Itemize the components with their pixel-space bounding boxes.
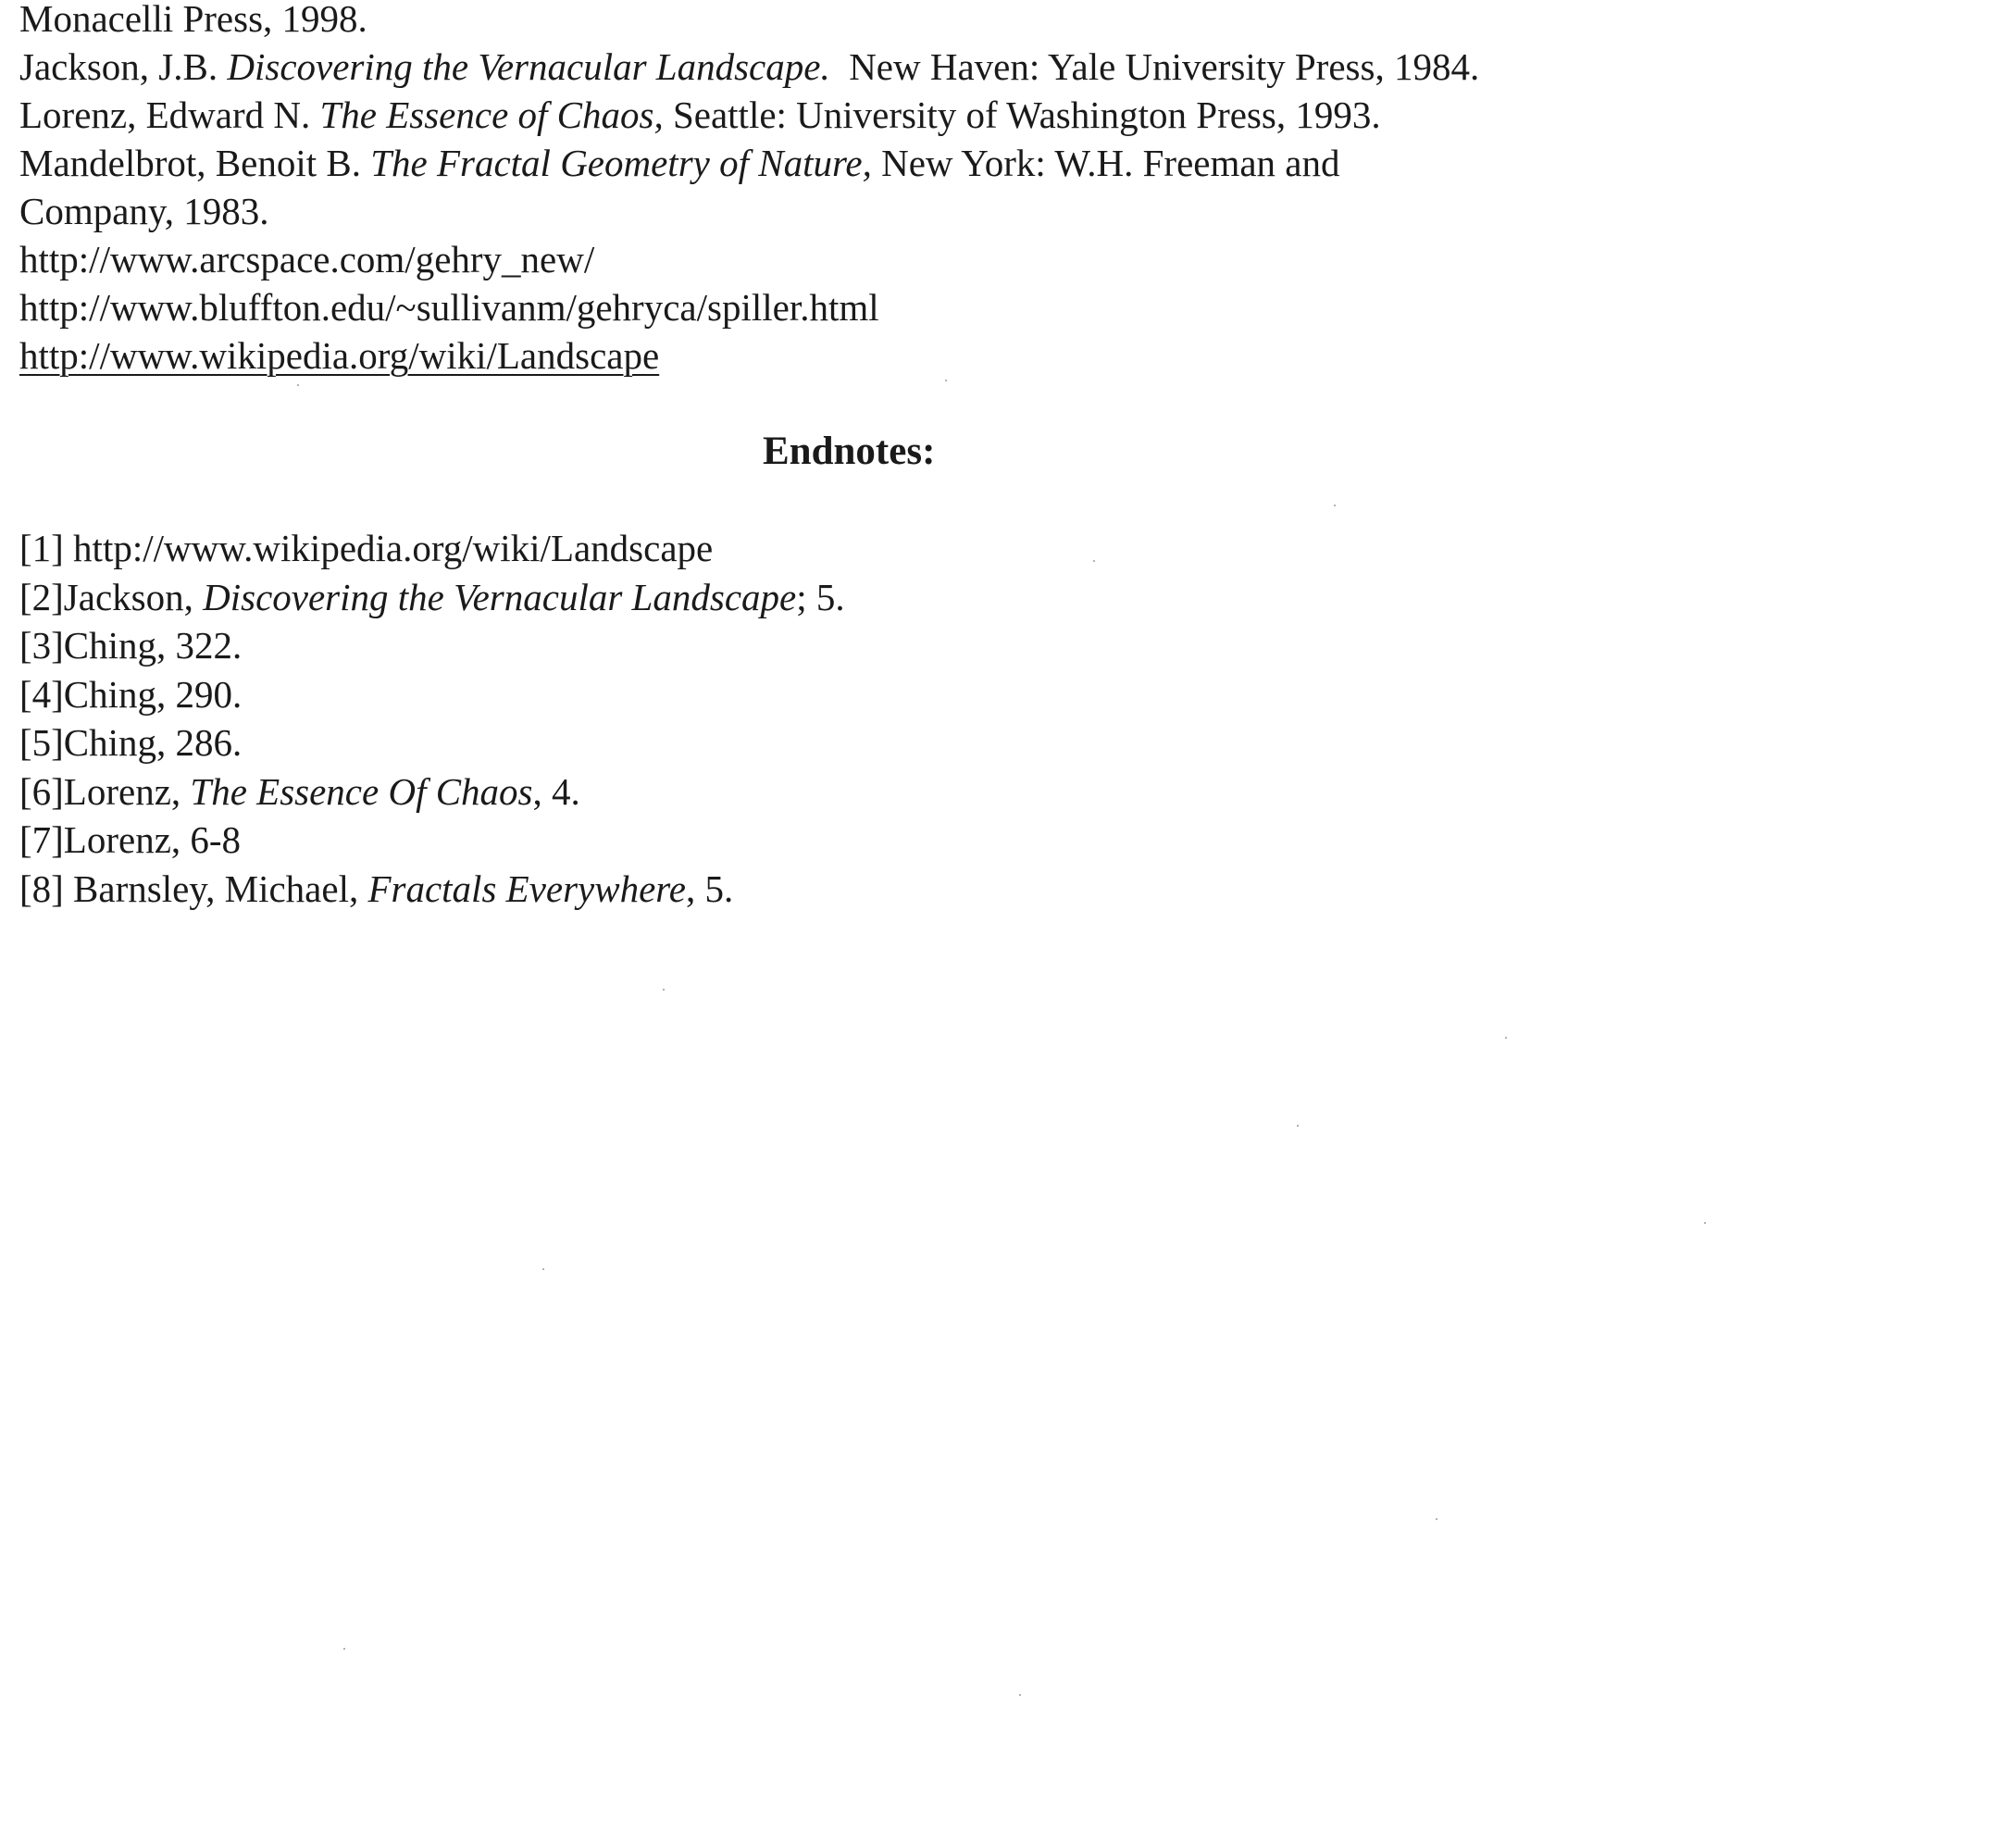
endnote-item: [19, 670, 242, 718]
endnote-item: [19, 718, 242, 767]
entry-title: The Fractal Geometry of Nature,: [370, 142, 872, 184]
bibliography-url-bluffton: [19, 283, 879, 331]
scan-speck: [343, 1648, 345, 1650]
entry-title: The Essence of Chaos,: [319, 94, 664, 136]
bibliography-entry-monacelli-continued: [19, 0, 367, 43]
entry-publisher: Seattle: University of Washington Press, 1993.: [672, 94, 1381, 136]
bibliography-entry-mandelbrot-continued: [19, 187, 269, 235]
bibliography-entry-jackson: [19, 43, 1479, 91]
scan-speck: [1505, 1037, 1507, 1039]
entry-text: Company, 1983.: [19, 190, 269, 232]
endnote-item: [19, 816, 241, 864]
endnote-text: [5]Ching, 286.: [19, 721, 243, 764]
endnote-text: [2]Jackson,: [19, 575, 204, 618]
endnote-title: Discovering the Vernacular Landscape: [203, 575, 797, 618]
url-link: http://www.wikipedia.org/wiki/Landscape: [19, 334, 660, 377]
bibliography-url-arcspace: [19, 235, 594, 283]
bibliography-entry-mandelbrot: [19, 139, 1340, 187]
endnote-text: [3]Ching, 322.: [19, 624, 243, 667]
url-text: http://www.arcspace.com/gehry_new/: [19, 238, 595, 281]
entry-title: Discovering the Vernacular Landscape.: [227, 45, 830, 88]
entry-author: Mandelbrot, Benoit B.: [19, 142, 361, 184]
scan-speck: [945, 380, 947, 381]
document-page: [19, 0, 1982, 1833]
endnote-text: [6]Lorenz,: [19, 769, 191, 813]
scan-speck: [1436, 1518, 1437, 1520]
scan-speck: [1297, 1125, 1299, 1127]
scan-speck: [1704, 1222, 1706, 1224]
scan-speck: [1093, 560, 1095, 562]
endnote-item: [19, 767, 580, 816]
endnote-item: [19, 573, 845, 621]
entry-author: Lorenz, Edward N.: [19, 94, 311, 136]
entry-text: Monacelli Press, 1998.: [19, 0, 367, 40]
entry-publisher: New Haven: Yale University Press, 1984.: [849, 45, 1480, 88]
entry-author: Jackson, J.B.: [19, 45, 218, 88]
endnote-text: [4]Ching, 290.: [19, 672, 243, 716]
endnote-suffix: ; 5.: [796, 575, 845, 618]
endnote-text: [8] Barnsley, Michael,: [19, 867, 368, 910]
endnote-suffix: , 4.: [532, 769, 580, 813]
bibliography-url-wikipedia: [19, 331, 659, 380]
endnotes-heading: Endnotes:: [763, 430, 936, 473]
scan-speck: [1334, 505, 1336, 506]
endnote-item: [19, 865, 733, 913]
entry-publisher: New York: W.H. Freeman and: [881, 142, 1340, 184]
endnote-suffix: , 5.: [685, 867, 734, 910]
bibliography-entry-lorenz: [19, 91, 1381, 139]
url-text: http://www.bluffton.edu/~sullivanm/gehryca/spiller.html: [19, 286, 879, 329]
endnote-item: [19, 621, 242, 669]
scan-speck: [663, 989, 665, 991]
endnote-title: The Essence Of Chaos: [190, 769, 533, 813]
endnote-title: Fractals Everywhere: [367, 867, 686, 910]
endnote-text: [7]Lorenz, 6-8: [19, 818, 242, 861]
scan-speck: [1019, 1694, 1021, 1696]
endnote-item: [19, 524, 713, 572]
scan-speck: [542, 1268, 544, 1270]
endnote-text: [1] http://www.wikipedia.org/wiki/Landscape: [19, 527, 714, 569]
scan-speck: [297, 384, 299, 386]
